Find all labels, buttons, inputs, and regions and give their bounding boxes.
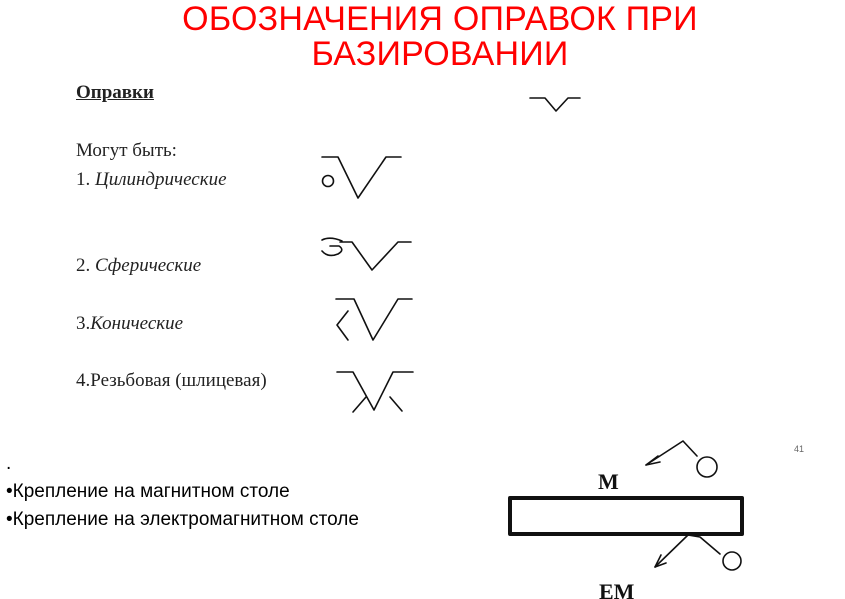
magnetic-table-diagram [510, 441, 742, 570]
item-name: Цилиндрические [95, 169, 227, 190]
mandrels-heading: Оправки [76, 82, 154, 103]
spherical-mandrel-symbol [322, 238, 411, 270]
page-number: 41 [794, 444, 805, 454]
electromagnet-label: ЕМ [599, 579, 635, 599]
item-name: Сферические [95, 255, 202, 276]
mandrel-item-conical [76, 313, 183, 335]
fixing-list-item [6, 506, 359, 534]
slide-title [0, 2, 845, 72]
slide-title-line-2: БАЗИРОВАНИИ [311, 35, 569, 73]
slide-title-line-1: ОБОЗНАЧЕНИЯ ОПРАВОК ПРИ [182, 0, 698, 38]
mandrels-intro: Могут быть: [76, 140, 177, 161]
item-number: 1. [76, 169, 91, 190]
magnet-label: М [598, 469, 619, 494]
mandrel-item-threaded [76, 370, 267, 392]
bullet-marker: • [6, 509, 13, 530]
cylindrical-mandrel-symbol [322, 157, 401, 198]
item-name: Конические [90, 313, 184, 334]
fixing-item-text: Крепление на магнитном столе [12, 481, 290, 502]
item-number: 3. [76, 313, 91, 334]
conical-mandrel-symbol [336, 299, 412, 340]
fixing-item-text: Крепление на электромагнитном столе [12, 509, 359, 530]
bullet-marker: • [6, 481, 13, 502]
mandrel-item-cylindrical [76, 169, 227, 191]
base-v-symbol [530, 98, 580, 111]
item-number: 2. [76, 255, 91, 276]
item-name: Резьбовая (шлицевая) [90, 370, 267, 391]
fixing-list [6, 450, 359, 534]
lone-bullet: . [6, 453, 12, 474]
fixing-list-item [6, 478, 359, 506]
item-number: 4. [76, 370, 91, 391]
threaded-mandrel-symbol [337, 372, 413, 412]
mandrel-item-spherical [76, 255, 201, 277]
